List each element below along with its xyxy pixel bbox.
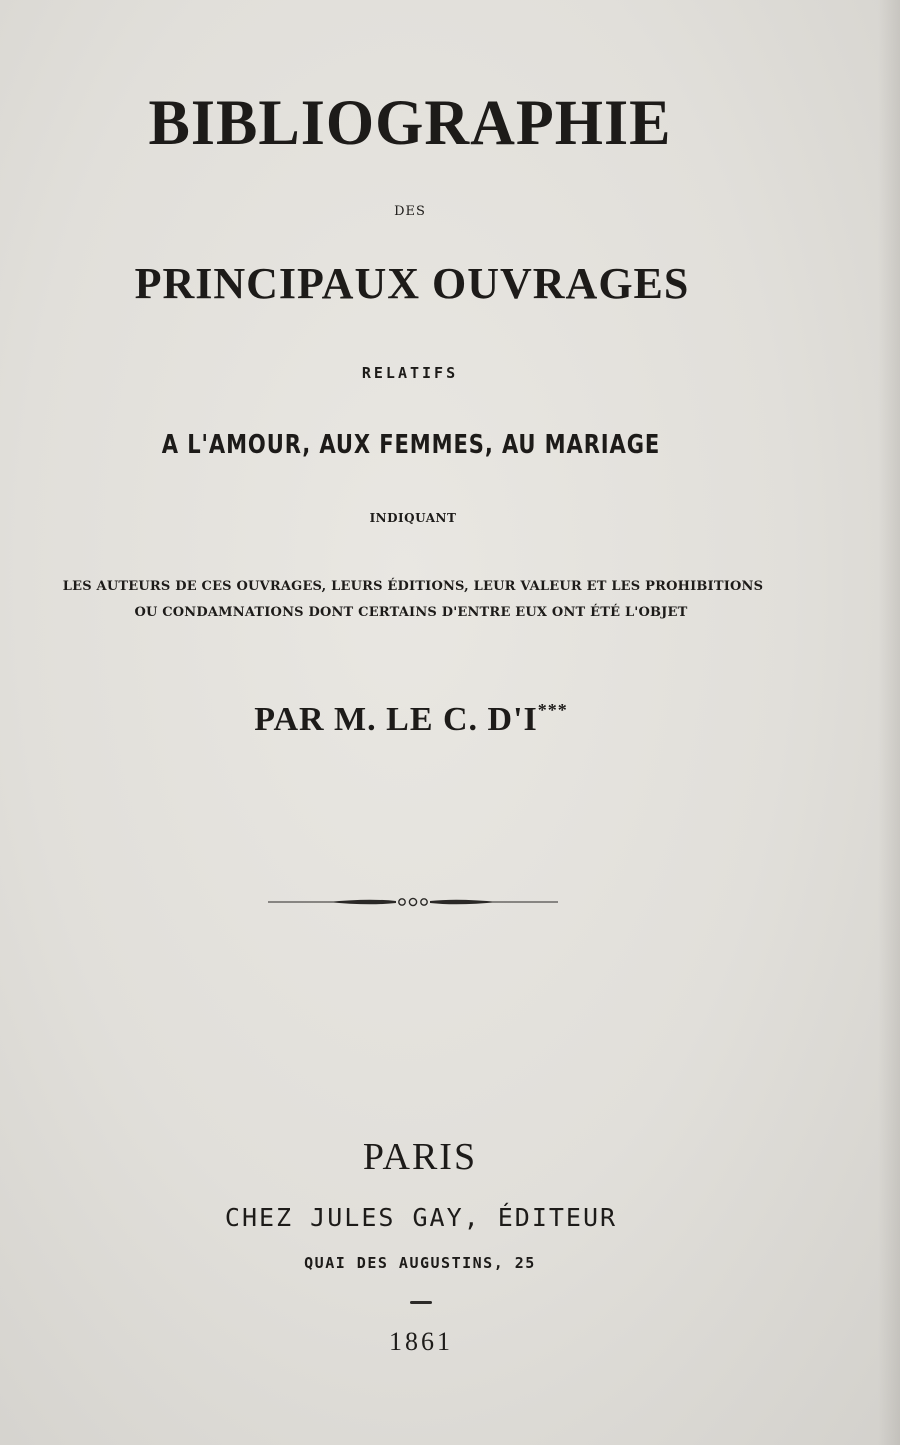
publication-city: PARIS	[362, 1136, 478, 1178]
publisher-address: QUAI DES AUGUSTINS, 25	[304, 1254, 536, 1272]
page-edge-shadow	[878, 0, 900, 1445]
subtitle-principaux-ouvrages: PRINCIPAUX OUVRAGES	[134, 259, 690, 308]
connector-indiquant: INDIQUANT	[369, 511, 457, 525]
connector-relatifs: RELATIFS	[361, 364, 459, 382]
connector-des: DES	[394, 204, 426, 219]
publisher-line: CHEZ JULES GAY, ÉDITEUR	[224, 1203, 618, 1232]
publication-year: 1861	[389, 1327, 453, 1356]
author-line	[0, 700, 822, 739]
ornament-rule-icon	[268, 893, 558, 911]
author-text: PAR M. LE C. D'I	[254, 701, 538, 738]
description-line-2: OU CONDAMNATIONS DONT CERTAINS D'ENTRE EUX ONT ÉTÉ L'OBJET	[134, 605, 688, 620]
description-line-1: LES AUTEURS DE CES OUVRAGES, LEURS ÉDITIONS, LEUR VALEUR ET LES PROHIBITIONS	[62, 579, 764, 594]
subjects-line: A L'AMOUR, AUX FEMMES, AU MARIAGE	[161, 430, 661, 460]
author-stars: ***	[537, 700, 568, 720]
book-title: BIBLIOGRAPHIE	[148, 87, 672, 159]
separator-dash	[410, 1301, 432, 1304]
